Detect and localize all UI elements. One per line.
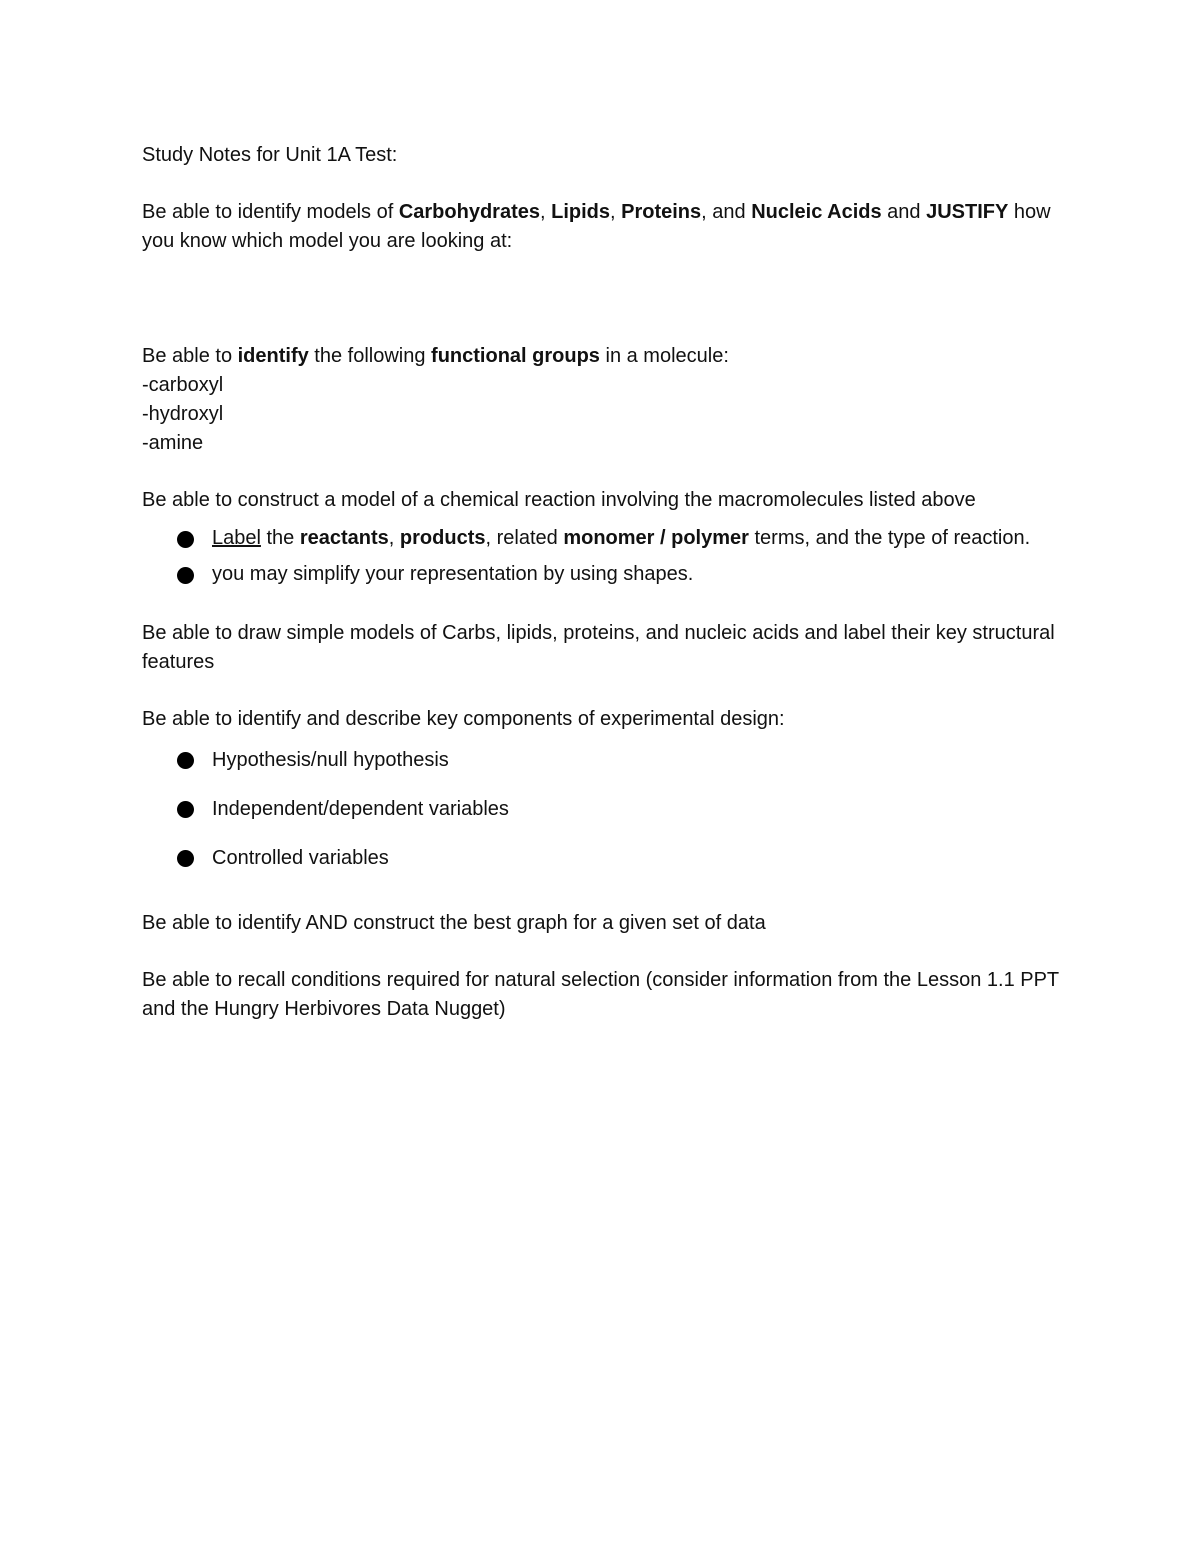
term-label: Label — [212, 527, 261, 549]
reaction-bullet-2: you may simplify your representation by using shapes. — [212, 563, 694, 585]
bullet-icon — [177, 531, 194, 548]
list-item — [142, 521, 1072, 555]
bullet-icon — [177, 850, 194, 867]
term-proteins: Proteins — [621, 201, 702, 223]
models-sep-3: , and — [701, 201, 752, 223]
fg-prefix: Be able to — [142, 345, 238, 367]
models-paragraph — [142, 198, 1072, 256]
term-monomer-polymer: monomer / polymer — [563, 527, 749, 549]
draw-models-paragraph: Be able to draw simple models of Carbs, lipids, proteins, and nucleic acids and label their key structural features — [142, 622, 1055, 673]
fg-suffix: a molecule: — [621, 345, 729, 367]
reaction-related: , related — [485, 527, 564, 549]
list-item — [142, 557, 1072, 591]
fg-mid-2: in — [599, 345, 622, 367]
fg-mid-1: the following — [308, 345, 432, 367]
bullet-icon — [177, 567, 194, 584]
natural-selection-paragraph: Be able to recall conditions required for natural selection (consider information from the Lesson 1.1 PPT and the Hungry Herbivores Data Nugget) — [142, 969, 1059, 1020]
document-page — [142, 141, 1072, 1024]
experimental-design-paragraph: Be able to identify and describe key components of experimental design: — [142, 708, 785, 730]
term-justify: JUSTIFY — [926, 201, 1009, 223]
term-reactants: reactants — [299, 527, 389, 549]
term-carbohydrates: Carbohydrates — [398, 201, 540, 223]
document-title: Study Notes for Unit 1A Test: — [142, 144, 398, 166]
list-item — [142, 795, 1072, 824]
functional-groups-paragraph — [142, 342, 1072, 371]
reaction-the: the — [260, 527, 300, 549]
models-sep-4: and — [881, 201, 927, 223]
list-item — [142, 844, 1072, 873]
term-nucleic-acids: Nucleic Acids — [751, 201, 882, 223]
models-sep-1: , — [539, 201, 552, 223]
term-functional-groups: functional groups — [431, 345, 600, 367]
reaction-sep-1: , — [388, 527, 400, 549]
functional-group-item: -amine — [142, 432, 204, 454]
models-prefix: Be able to identify models of — [142, 201, 399, 223]
models-suffix: how you know which model you are looking at: — [142, 201, 1051, 252]
design-item: Hypothesis/null hypothesis — [212, 749, 449, 771]
experimental-design-list — [142, 746, 1072, 873]
bullet-icon — [177, 752, 194, 769]
models-sep-2: , — [610, 201, 622, 223]
list-item — [142, 746, 1072, 775]
design-item: Independent/dependent variables — [212, 798, 509, 820]
term-products: products — [399, 527, 486, 549]
reaction-paragraph: Be able to construct a model of a chemical reaction involving the macromolecules listed above — [142, 489, 976, 511]
functional-group-item: -hydroxyl — [142, 403, 224, 425]
graph-paragraph: Be able to identify AND construct the best graph for a given set of data — [142, 912, 766, 934]
reaction-suffix: terms, and the type of reaction. — [748, 527, 1031, 549]
term-lipids: Lipids — [551, 201, 610, 223]
reaction-bullet-list — [142, 521, 1072, 591]
design-item: Controlled variables — [212, 847, 389, 869]
functional-group-item: -carboxyl — [142, 374, 224, 396]
bullet-icon — [177, 801, 194, 818]
term-identify: identify — [237, 345, 309, 367]
